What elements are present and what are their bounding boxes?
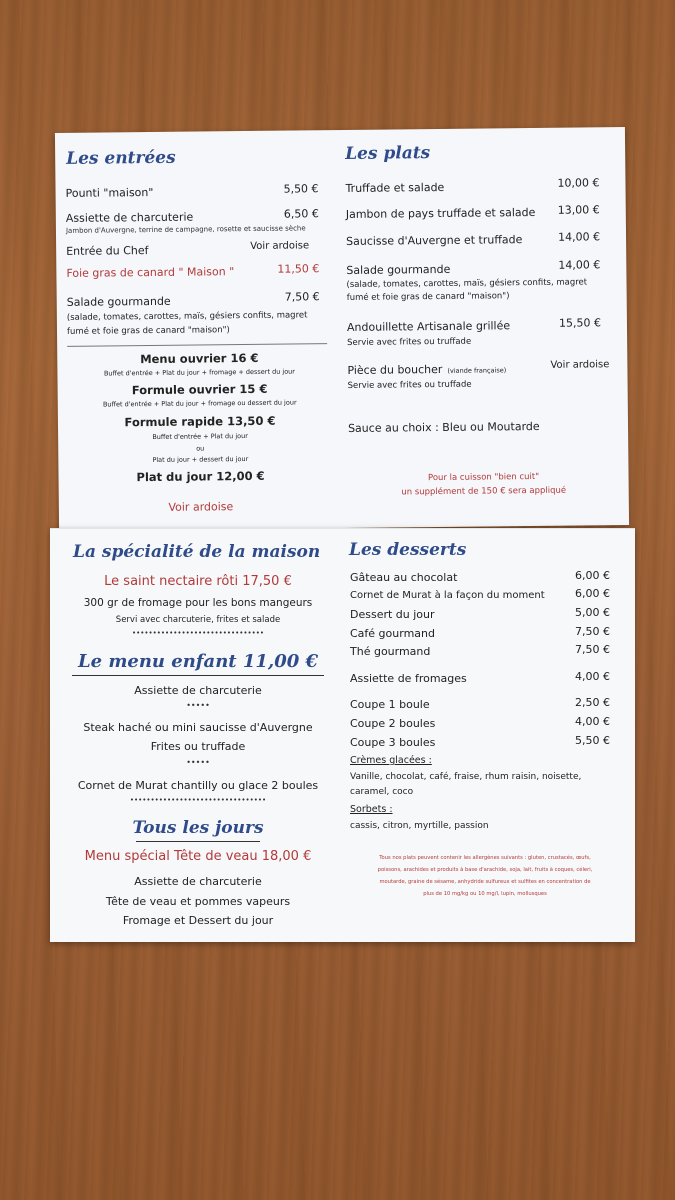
allergens-note: plus de 10 mg/kg ou 10 mg/l, lupin, mollusques <box>423 891 547 897</box>
dessert-name: Gâteau au chocolat <box>350 571 458 584</box>
plat-du-jour: Plat du jour 12,00 € <box>136 468 265 485</box>
dessert-price: 5,50 € <box>575 734 610 747</box>
plat-name: Andouillette Artisanale grillée <box>346 319 511 334</box>
divider <box>72 675 324 676</box>
separator-dots: ••••• <box>186 701 210 710</box>
sauce-choix: Sauce au choix : Bleu ou Moutarde <box>347 419 540 435</box>
plat-name: Jambon de pays truffade et salade <box>345 205 536 221</box>
cuisson-note: Pour la cuisson "bien cuit" <box>427 471 540 484</box>
divider <box>136 841 260 842</box>
dessert-price: 7,50 € <box>575 643 610 656</box>
dessert-name: Thé gourmand <box>350 645 431 658</box>
allergens-note: moutarde, graine de sésame, anhydride sulfureux et sulfites en concentration de <box>379 879 591 885</box>
dessert-price: 5,00 € <box>575 606 610 619</box>
plat-price: Voir ardoise <box>550 359 610 371</box>
dessert-price: 2,50 € <box>575 696 610 709</box>
menu-ouvrier-desc: Buffet d'entrée + Plat du jour + fromage + dessert du jour <box>103 367 295 378</box>
dessert-price: 4,00 € <box>575 670 610 683</box>
specialite-served: Servi avec charcuterie, frites et salade <box>115 615 281 625</box>
plat-price: 15,50 € <box>558 316 602 330</box>
dessert-name: Café gourmand <box>350 627 435 640</box>
plat-name: Pièce du boucher <box>347 362 443 377</box>
formule-ouvrier: Formule ouvrier 15 € <box>131 381 268 398</box>
tous-title: Tous les jours <box>132 818 264 838</box>
cuisson-note: un supplément de 150 € sera appliqué <box>401 485 567 498</box>
plat-name: Saucisse d'Auvergne et truffade <box>346 233 523 248</box>
entree-name: Pounti "maison" <box>65 185 154 200</box>
plat-name: Salade gourmande <box>346 262 451 277</box>
enfant-line: Assiette de charcuterie <box>134 684 262 697</box>
desserts-title: Les desserts <box>349 540 467 560</box>
dessert-name: Coupe 3 boules <box>350 736 436 749</box>
menu-sheet-top <box>55 127 629 531</box>
dessert-price: 7,50 € <box>575 625 610 638</box>
plat-desc: Servie avec frites ou truffade <box>347 379 472 391</box>
entree-price: 5,50 € <box>283 182 319 196</box>
formule-rapide-or: ou <box>196 444 205 453</box>
formule-rapide: Formule rapide 13,50 € <box>124 413 276 430</box>
voir-ardoise: Voir ardoise <box>168 500 234 514</box>
formule-ouvrier-desc: Buffet d'entrée + Plat du jour + fromage ou dessert du jour <box>102 398 297 409</box>
tous-line: Fromage et Dessert du jour <box>122 914 274 927</box>
entree-name: Assiette de charcuterie <box>65 210 194 225</box>
menu-sheet-bottom <box>50 528 635 942</box>
separator-dots: ••••••••••••••••••••••••••••••••• <box>129 796 267 804</box>
allergens-note: Tous nos plats peuvent contenir les allergènes suivants : gluten, crustacés, œufs, <box>379 855 591 861</box>
plat-price: 13,00 € <box>557 203 600 217</box>
dessert-name: Dessert du jour <box>350 608 435 621</box>
separator-dots: ••••• <box>186 758 210 767</box>
plat-price: 10,00 € <box>557 176 600 190</box>
allergens-note: poissons, arachides et produits à base d'arachide, soja, lait, fruits à coques, céleri, <box>377 867 593 873</box>
specialite-name: Le saint nectaire rôti 17,50 € <box>104 574 292 589</box>
plat-name: Truffade et salade <box>345 180 445 195</box>
entree-desc: fumé et foie gras de canard "maison") <box>66 325 230 337</box>
entree-price: 11,50 € <box>277 262 320 276</box>
specialite-title: La spécialité de la maison <box>73 542 321 562</box>
entrees-title: Les entrées <box>66 147 176 169</box>
menu-ouvrier: Menu ouvrier 16 € <box>140 350 259 367</box>
plat-desc: fumé et foie gras de canard "maison") <box>346 291 510 303</box>
entree-price: Voir ardoise <box>250 240 310 252</box>
dessert-name: Coupe 2 boules <box>350 717 436 730</box>
dessert-price: 6,00 € <box>575 587 610 600</box>
formule-rapide-desc: Buffet d'entrée + Plat du jour <box>152 431 248 441</box>
plat-desc: (salade, tomates, carottes, maïs, gésiers confits, magret <box>346 277 588 290</box>
entree-desc: (salade, tomates, carottes, maïs, gésiers confits, magret <box>66 310 308 323</box>
entree-name: Entrée du Chef <box>66 244 149 258</box>
dessert-name: Cornet de Murat à la façon du moment <box>350 590 545 601</box>
entree-desc: Jambon d'Auvergne, terrine de campagne, rosette et saucisse sèche <box>65 224 306 235</box>
cremes-title: Crèmes glacées : <box>350 755 432 766</box>
sorbets-title: Sorbets : <box>350 804 393 815</box>
entree-price: 6,50 € <box>283 207 319 221</box>
enfant-title: Le menu enfant 11,00 € <box>77 651 319 672</box>
plat-price: 14,00 € <box>557 230 601 244</box>
entree-name: Foie gras de canard " Maison " <box>66 265 235 280</box>
fold-line <box>50 528 635 529</box>
dessert-name: Assiette de fromages <box>350 672 467 685</box>
dessert-price: 4,00 € <box>575 715 610 728</box>
separator-dots: •••••••••••••••••••••••••••••••• <box>131 629 265 637</box>
plat-desc: Servie avec frites ou truffade <box>347 336 472 348</box>
enfant-line: Frites ou truffade <box>150 740 246 753</box>
cremes-list: caramel, coco <box>350 787 414 797</box>
plats-title: Les plats <box>345 143 431 164</box>
enfant-line: Steak haché ou mini saucisse d'Auvergne <box>83 721 313 734</box>
entree-price: 7,50 € <box>284 290 320 304</box>
entree-name: Salade gourmande <box>66 294 171 309</box>
cremes-list: Vanille, chocolat, café, fraise, rhum raisin, noisette, <box>350 772 582 782</box>
sorbets-list: cassis, citron, myrtille, passion <box>350 821 489 831</box>
divider <box>67 343 327 347</box>
tous-line: Tête de veau et pommes vapeurs <box>105 895 291 908</box>
dessert-name: Coupe 1 boule <box>350 698 430 711</box>
plat-note: (viande française) <box>447 366 507 375</box>
dessert-price: 6,00 € <box>575 569 610 582</box>
tete-de-veau-menu: Menu spécial Tête de veau 18,00 € <box>84 849 312 864</box>
plat-price: 14,00 € <box>558 258 601 272</box>
specialite-desc: 300 gr de fromage pour les bons mangeurs <box>83 597 313 609</box>
enfant-line: Cornet de Murat chantilly ou glace 2 boules <box>77 779 319 792</box>
formule-rapide-desc: Plat du jour + dessert du jour <box>152 454 249 464</box>
tous-line: Assiette de charcuterie <box>134 875 262 888</box>
